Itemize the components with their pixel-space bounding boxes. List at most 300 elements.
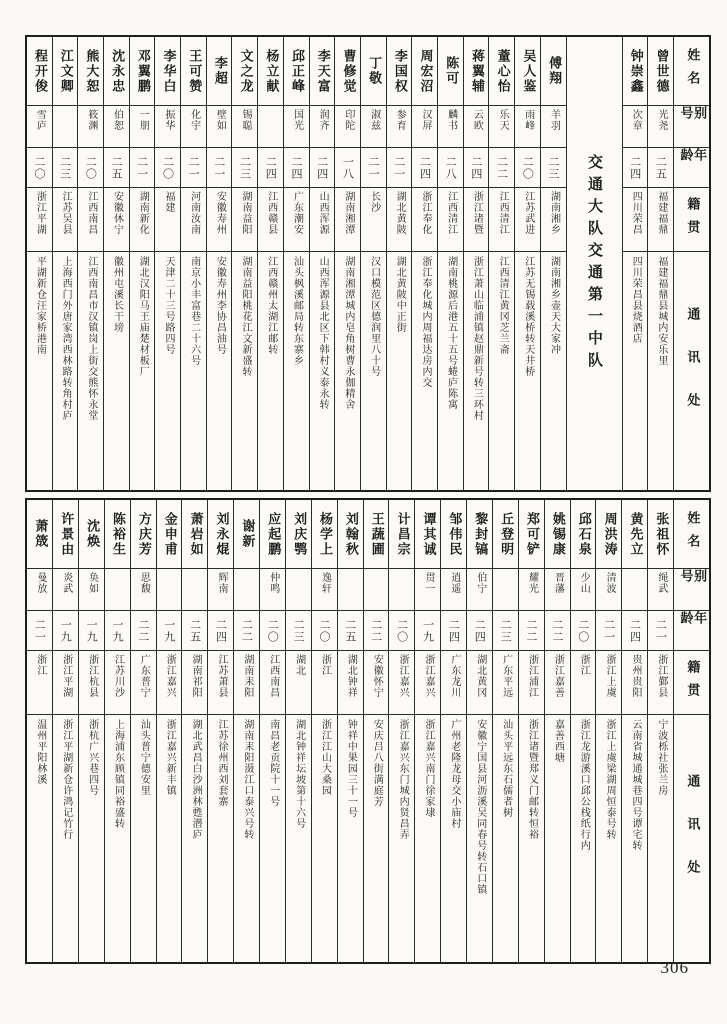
age-value: 二一 (212, 155, 226, 180)
person-name: 计昌宗 (394, 511, 410, 557)
age-value: 一九 (110, 618, 124, 643)
address-value: 浙江嘉兴新丰镇 (164, 719, 176, 796)
address-value: 平湖新仓汪家桥港南 (34, 256, 46, 355)
courtesy-name: 国光 (291, 109, 303, 131)
address-value: 湖北钟祥坛坡第十六号 (293, 719, 305, 829)
courtesy-name-cell (648, 568, 673, 610)
address-cell (155, 251, 180, 490)
age-value: 二八 (444, 155, 458, 180)
address-cell (79, 714, 104, 962)
age-cell (310, 147, 335, 187)
age-value: 二四 (315, 155, 329, 180)
native-place-value: 长沙 (368, 191, 380, 213)
name-cell (181, 37, 206, 105)
native-place-cell (389, 650, 414, 714)
native-place-value: 安徽寿州 (214, 191, 226, 235)
courtesy-name: 化宇 (188, 109, 200, 131)
person-name: 江文卿 (57, 48, 73, 94)
name-cell (438, 37, 463, 105)
native-place-value: 湖南湘潭 (342, 191, 354, 235)
native-place-cell (493, 650, 518, 714)
age-cell (515, 147, 540, 187)
courtesy-name-cell (258, 105, 283, 147)
age-value: 二〇 (266, 618, 280, 643)
courtesy-name: 贯一 (422, 572, 434, 594)
courtesy-name-cell (623, 105, 648, 147)
address-value: 汕头平远东石儒者树 (500, 719, 512, 818)
name-cell (361, 37, 386, 105)
age-value: 二一 (654, 618, 668, 643)
address-cell (545, 714, 570, 962)
address-cell (78, 251, 103, 490)
address-value: 嘉善西塘 (552, 719, 564, 763)
address-value: 浙江上虞梁湖周恒泰号转 (604, 719, 616, 840)
age-cell (467, 610, 492, 650)
address-value: 浙江奉化城内周福达房内交 (419, 256, 431, 388)
name-cell (596, 500, 621, 568)
age-cell (571, 610, 596, 650)
person-name: 沈永忠 (109, 48, 125, 94)
courtesy-name-cell (182, 568, 207, 610)
native-place-cell (27, 650, 52, 714)
age-cell (312, 610, 337, 650)
person-name: 沈焕 (84, 519, 100, 549)
courtesy-name-cell (648, 105, 673, 147)
address-cell (467, 714, 492, 962)
age-cell (438, 147, 463, 187)
person-name: 陈裕生 (110, 511, 125, 557)
person-name: 刘永焜 (213, 511, 229, 557)
age-value: 二五 (188, 618, 202, 643)
roster-column (544, 500, 570, 962)
person-name: 谭其诚 (420, 511, 436, 557)
address-value: 浙江萧山临浦镇赵鼎新号转三环村 (471, 256, 483, 421)
courtesy-name-cell (312, 568, 337, 610)
name-cell (131, 500, 156, 568)
address-cell (648, 251, 673, 490)
age-value: 二四 (628, 618, 642, 643)
roster-column (206, 37, 232, 490)
native-place-cell (78, 187, 103, 251)
name-cell (489, 37, 514, 105)
roster-column (386, 37, 412, 490)
roster-column (488, 37, 514, 490)
address-value: 福建福鼎县城内安乐里 (655, 256, 667, 366)
roster-column (440, 500, 466, 962)
person-name: 黎封镐 (472, 511, 488, 557)
courtesy-name: 润齐 (317, 109, 329, 131)
address-cell (438, 251, 463, 490)
courtesy-name-cell (105, 568, 130, 610)
person-name: 蕫心怡 (494, 48, 510, 94)
native-place-cell (260, 650, 285, 714)
person-name: 吴人鉴 (520, 48, 536, 94)
courtesy-name-cell (441, 568, 466, 610)
person-name: 方庆芳 (135, 511, 151, 557)
age-cell (415, 610, 440, 650)
age-cell (232, 147, 257, 187)
name-cell (27, 37, 52, 105)
address-value: 上海浦东顾镇同裕盛转 (112, 719, 124, 829)
age-value: 二五 (110, 155, 124, 180)
age-value: 二一 (187, 155, 201, 180)
age-value: 二一 (392, 155, 406, 180)
name-cell (493, 500, 518, 568)
age-cell (364, 610, 389, 650)
address-cell (130, 251, 155, 490)
address-cell (623, 251, 648, 490)
age-cell (648, 610, 673, 650)
native-place-value: 浙江平湖 (34, 191, 46, 235)
address-value: 浙杭广兴巷四号 (86, 719, 98, 796)
age-value: 二二 (369, 618, 383, 643)
address-value: 浙江诸暨郑义门邮转恒裕 (526, 719, 538, 840)
name-cell (364, 500, 389, 568)
address-cell (412, 251, 437, 490)
person-name: 张祖怀 (653, 511, 669, 557)
address-cell (104, 251, 129, 490)
address-cell (182, 714, 207, 962)
native-place-value: 湖北黄陂 (394, 191, 406, 235)
name-cell (53, 37, 78, 105)
courtesy-name-cell (545, 568, 570, 610)
age-value: 二一 (33, 618, 47, 643)
age-cell (596, 610, 621, 650)
native-place-cell (207, 187, 232, 251)
roster-column (540, 37, 566, 490)
name-cell (260, 500, 285, 568)
age-value: 一九 (85, 618, 99, 643)
address-cell (234, 714, 259, 962)
native-place-cell (284, 187, 309, 251)
courtesy-name: 印陀 (342, 109, 354, 131)
courtesy-name: 锡聪 (240, 109, 252, 131)
name-cell (232, 37, 257, 105)
address-cell (361, 251, 386, 490)
native-place-value: 广东平远 (500, 654, 512, 698)
address-value: 安徽寿州李协昌油号 (214, 256, 226, 355)
age-value: 二二 (550, 618, 564, 643)
age-value: 二四 (473, 618, 487, 643)
person-name: 傅翔 (546, 56, 562, 86)
roster-column (595, 500, 621, 962)
address-value: 钟祥中果园三十一号 (345, 719, 357, 818)
address-value: 汕头枫溪邮局转东寨乡 (291, 256, 303, 366)
address-value: 湖南益阳桃花江文新盛转 (240, 256, 252, 377)
roster-column (388, 500, 414, 962)
name-cell (234, 500, 259, 568)
courtesy-name-cell (389, 568, 414, 610)
native-place-value: 河南汝南 (188, 191, 200, 235)
person-name: 李天富 (314, 48, 330, 94)
age-cell (131, 610, 156, 650)
name-cell (27, 500, 52, 568)
age-value: 二四 (628, 155, 642, 180)
native-place-cell (541, 187, 566, 251)
native-place-value: 湖北黄冈 (474, 654, 486, 698)
native-place-value: 江西南昌 (267, 654, 279, 698)
courtesy-name-cell (571, 568, 596, 610)
native-place-cell (648, 650, 673, 714)
person-name: 谢新 (239, 519, 255, 549)
person-name: 钟崇鑫 (627, 48, 643, 94)
native-place-cell (286, 650, 311, 714)
age-value: 二〇 (161, 155, 175, 180)
age-cell (545, 610, 570, 650)
courtesy-name-cell (181, 105, 206, 147)
person-name: 丘登明 (498, 511, 514, 557)
address-value: 江西清江黄冈芝兰斋 (497, 256, 509, 355)
address-cell (489, 251, 514, 490)
header-courtesy-label: 别号 (677, 106, 707, 129)
address-cell (312, 714, 337, 962)
native-place-value: 浙江鄞县 (655, 654, 667, 698)
native-place-cell (335, 187, 360, 251)
name-cell (519, 500, 544, 568)
roster-column (231, 37, 257, 490)
courtesy-name-cell (622, 568, 647, 610)
address-cell (53, 714, 78, 962)
age-cell (258, 147, 283, 187)
address-cell (519, 714, 544, 962)
roster-column (156, 500, 182, 962)
courtesy-name: 次章 (630, 109, 642, 131)
name-cell (464, 37, 489, 105)
age-value: 二二 (495, 155, 509, 180)
address-cell (181, 251, 206, 490)
native-place-cell (415, 650, 440, 714)
name-cell (541, 37, 566, 105)
address-cell (441, 714, 466, 962)
courtesy-name-cell (157, 568, 182, 610)
courtesy-name: 伯恕 (111, 109, 123, 131)
roster-column (466, 500, 492, 962)
age-value: 二三 (238, 155, 252, 180)
native-place-value: 江苏武进 (522, 191, 534, 235)
roster-column (285, 500, 311, 962)
name-cell (284, 37, 309, 105)
native-place-value: 广东潮安 (291, 191, 303, 235)
age-value: 二一 (367, 155, 381, 180)
person-name: 曾世德 (653, 48, 669, 94)
native-place-value: 贵州贵阳 (629, 654, 641, 698)
courtesy-name-cell (27, 568, 52, 610)
courtesy-name-cell (361, 105, 386, 147)
age-cell (622, 610, 647, 650)
age-cell (155, 147, 180, 187)
person-name: 李国权 (391, 48, 407, 94)
name-cell (207, 37, 232, 105)
native-place-cell (155, 187, 180, 251)
address-cell (207, 251, 232, 490)
age-cell (493, 610, 518, 650)
header-courtesy-label: 别号 (677, 569, 707, 592)
courtesy-name-cell (155, 105, 180, 147)
person-name: 萧岩如 (187, 511, 203, 557)
native-place-value: 江苏川沙 (112, 654, 124, 698)
native-place-value: 江苏萧县 (215, 654, 227, 698)
native-place-value: 江西赣县 (265, 191, 277, 235)
native-place-value: 广东普宁 (138, 654, 150, 698)
native-place-value: 江西南昌 (85, 191, 97, 235)
courtesy-name-cell (387, 105, 412, 147)
roster-column (647, 500, 673, 962)
age-cell (464, 147, 489, 187)
address-cell (208, 714, 233, 962)
courtesy-name: 参育 (394, 109, 406, 131)
address-cell (258, 251, 283, 490)
address-cell (53, 251, 78, 490)
header-name-label: 姓名 (684, 511, 700, 557)
native-place-cell (105, 650, 130, 714)
native-place-value: 湖南耒阳 (241, 654, 253, 698)
name-cell (312, 500, 337, 568)
address-value: 上海西门外唐家湾西林路转角村庐 (60, 256, 72, 421)
roster-column (622, 37, 648, 490)
age-cell (338, 610, 363, 650)
person-name: 蒋翼辅 (468, 48, 484, 94)
courtesy-name: 绳武 (655, 572, 667, 594)
native-place-value: 浙江诸暨 (471, 191, 483, 235)
name-cell (310, 37, 335, 105)
address-value: 南京小丰富巷二十六号 (188, 256, 200, 366)
age-cell (519, 610, 544, 650)
age-value: 一九 (59, 618, 73, 643)
courtesy-name: 雪庐 (34, 109, 46, 131)
header-native-place-cell (674, 187, 709, 251)
roster-column (337, 500, 363, 962)
courtesy-name-cell (493, 568, 518, 610)
address-cell (596, 714, 621, 962)
courtesy-name: 光尧 (655, 109, 667, 131)
courtesy-name: 晋藩 (552, 572, 564, 594)
native-place-value: 湖南新化 (137, 191, 149, 235)
person-name: 周宏沼 (417, 48, 433, 94)
courtesy-name-cell (364, 568, 389, 610)
roster-column (104, 500, 130, 962)
roster-column (309, 37, 335, 490)
roster-table-top (25, 35, 711, 492)
age-cell (541, 147, 566, 187)
person-name: 应起鹏 (265, 511, 281, 557)
courtesy-name: 仲鸣 (267, 572, 279, 594)
native-place-value: 浙江 (34, 654, 46, 676)
courtesy-name-cell (207, 105, 232, 147)
roster-table-bottom (25, 498, 711, 964)
age-value: 二一 (602, 618, 616, 643)
age-cell (648, 147, 673, 187)
address-cell (27, 251, 52, 490)
squad-title-cell (567, 37, 622, 490)
name-cell (155, 37, 180, 105)
address-value: 浙江江山大桑园 (319, 719, 331, 796)
roster-column (257, 37, 283, 490)
address-cell (157, 714, 182, 962)
roster-column (360, 37, 386, 490)
native-place-value: 浙江杭县 (86, 654, 98, 698)
courtesy-name: 逍遥 (448, 572, 460, 594)
address-value: 湖南耒阳滠江口泰兴号转 (241, 719, 253, 840)
name-cell (412, 37, 437, 105)
native-place-cell (515, 187, 540, 251)
age-value: 二四 (264, 155, 278, 180)
age-cell (27, 610, 52, 650)
roster-column (52, 500, 78, 962)
person-name: 文之龙 (237, 48, 253, 94)
roster-column (463, 37, 489, 490)
native-place-cell (364, 650, 389, 714)
name-cell (441, 500, 466, 568)
courtesy-name: 壁如 (214, 109, 226, 131)
native-place-cell (258, 187, 283, 251)
native-place-value: 湖北 (293, 654, 305, 676)
native-place-value: 浙江嘉兴 (422, 654, 434, 698)
native-place-value: 浙江 (578, 654, 590, 676)
header-age-cell (674, 147, 709, 187)
age-cell (489, 147, 514, 187)
name-cell (53, 500, 78, 568)
native-place-cell (361, 187, 386, 251)
courtesy-name: 筱渊 (85, 109, 97, 131)
person-name: 李华白 (160, 48, 176, 94)
age-cell (182, 610, 207, 650)
courtesy-name-cell (519, 568, 544, 610)
native-place-cell (157, 650, 182, 714)
header-age-cell (674, 610, 709, 650)
age-value: 二〇 (32, 155, 46, 180)
courtesy-name-cell (438, 105, 463, 147)
person-name: 陈可 (443, 56, 459, 86)
name-cell (571, 500, 596, 568)
age-cell (286, 610, 311, 650)
person-name: 杨学上 (317, 511, 332, 557)
native-place-cell (53, 187, 78, 251)
roster-column (621, 500, 647, 962)
age-value: 一九 (162, 618, 176, 643)
age-cell (157, 610, 182, 650)
courtesy-name: 云欧 (471, 109, 483, 131)
native-place-cell (545, 650, 570, 714)
person-name: 邱正峰 (289, 48, 305, 94)
courtesy-name: 羊羽 (548, 109, 560, 131)
person-name: 萧筬 (32, 519, 48, 549)
person-name: 王蔬圃 (368, 511, 384, 557)
age-cell (441, 610, 466, 650)
address-cell (571, 714, 596, 962)
courtesy-name-cell (104, 105, 129, 147)
name-cell (515, 37, 540, 105)
courtesy-name-cell (489, 105, 514, 147)
courtesy-name: 耀光 (526, 572, 538, 594)
age-value: 二〇 (395, 618, 409, 643)
native-place-value: 浙江嘉兴 (397, 654, 409, 698)
name-cell (415, 500, 440, 568)
address-value: 安徽宁国县河沥溪吴同春号转石口镇 (474, 719, 486, 895)
age-cell (53, 147, 78, 187)
age-cell (335, 147, 360, 187)
courtesy-name: 汉屏 (419, 109, 431, 131)
header-name-label: 姓名 (684, 48, 700, 94)
age-cell (412, 147, 437, 187)
native-place-value: 广东龙川 (448, 654, 460, 698)
squad-title-column (566, 37, 622, 490)
header-native-place-label: 籍贯 (684, 659, 700, 706)
roster-column (130, 500, 156, 962)
roster-column (78, 500, 104, 962)
native-place-value: 安徽怀宁 (371, 654, 383, 698)
native-place-cell (104, 187, 129, 251)
roster-column (180, 37, 206, 490)
